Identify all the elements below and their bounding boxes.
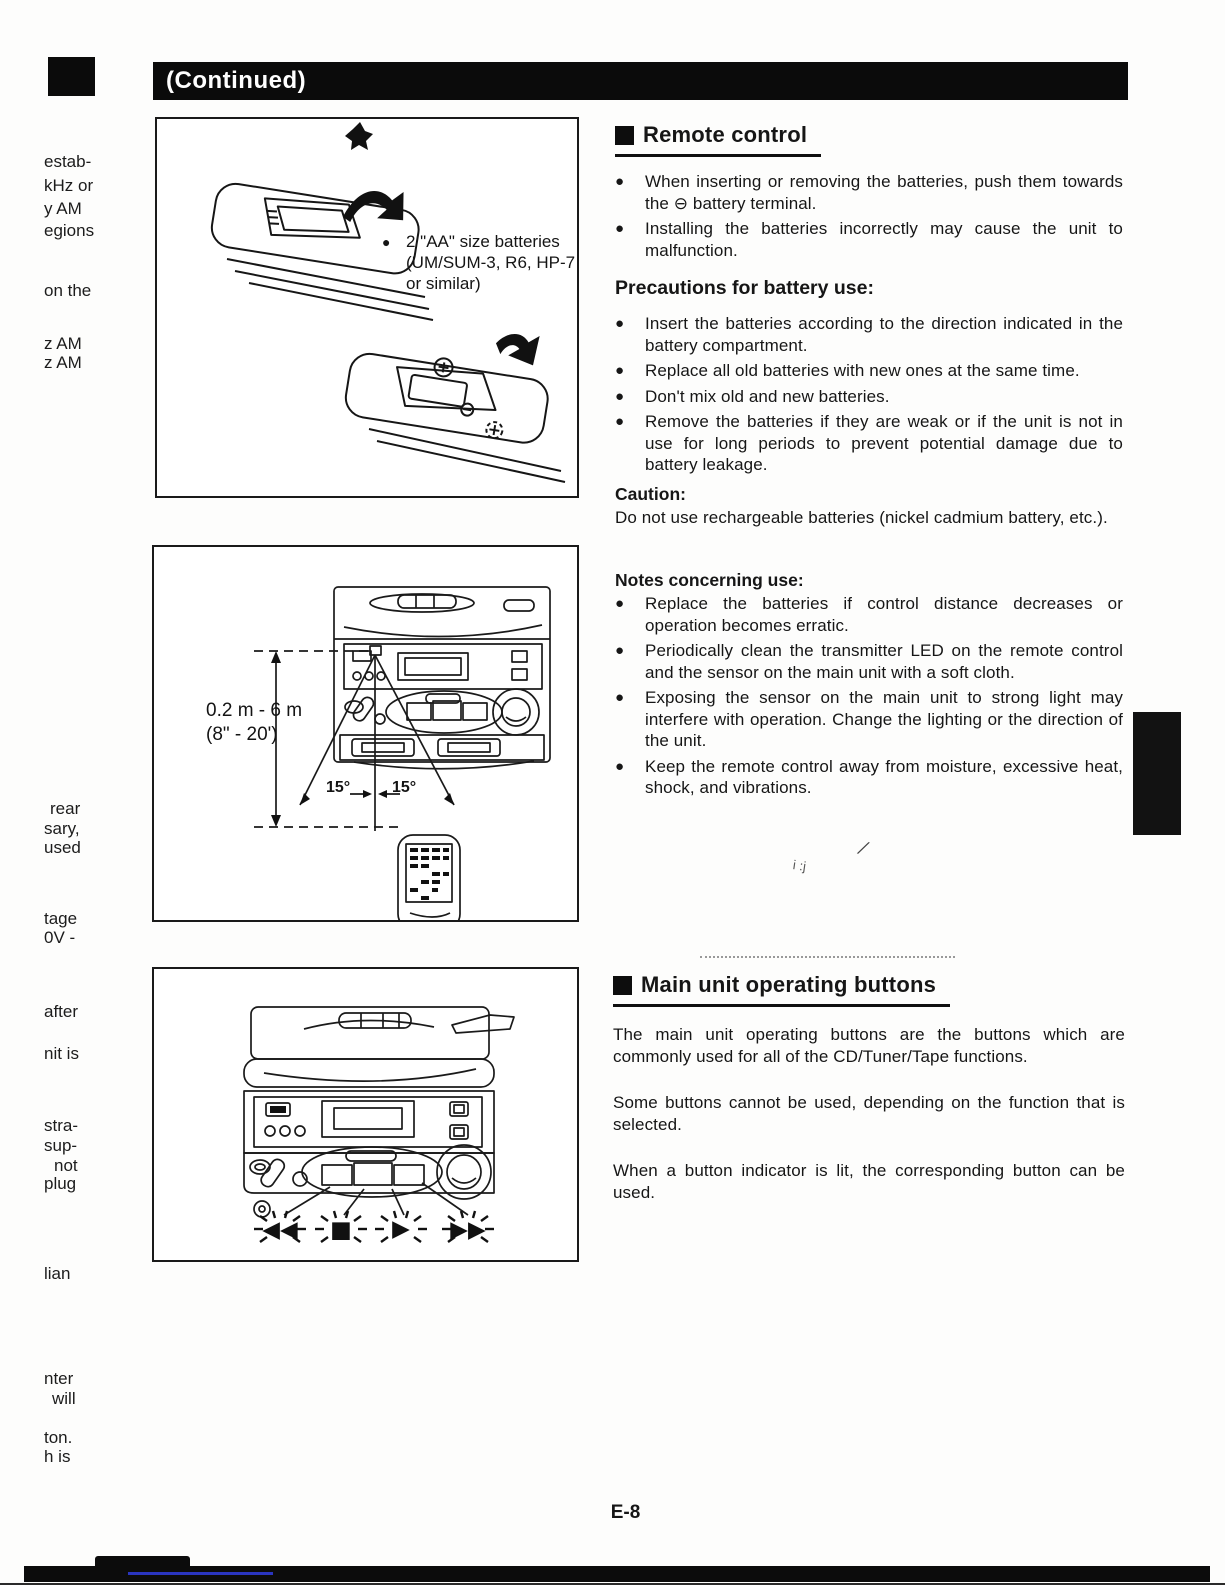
margin-fragment: after [44, 1002, 79, 1021]
print-registration-block [48, 57, 95, 96]
section-heading-remote-control [615, 122, 821, 157]
range-meters: 0.2 m - 6 m [206, 700, 303, 721]
list-item: ● Insert the batteries according to the direction indicated in the battery compartment. [615, 313, 1123, 356]
main-unit-section [613, 972, 1125, 1228]
list-item: ● Keep the remote control away from moisture, excessive heat, shock, and vibrations. [615, 756, 1123, 799]
main-unit-illustration [154, 969, 577, 1260]
list-item: ● Don't mix old and new batteries. [615, 386, 1123, 408]
list-item: ● Installing the batteries incorrectly may cause the unit to malfunction. [615, 218, 1123, 261]
main-unit-paragraph: Some buttons cannot be used, depending on the function that is selected. [613, 1093, 1125, 1134]
margin-fragment: on the [44, 281, 92, 300]
rewind-symbol: ◀◀ [262, 1217, 298, 1243]
precautions-heading: Precautions for battery use: [615, 277, 874, 299]
bullet-dot [615, 756, 645, 799]
bullet-dot [615, 687, 645, 752]
angle-left-label: 15° [326, 779, 351, 796]
scan-scratch-artifact: ∕ [859, 837, 869, 861]
battery-insertion-illustration [157, 119, 577, 496]
bullet-dot [615, 640, 645, 683]
list-item: ● Periodically clean the transmitter LED on the remote control and the sensor on the main unit with a soft cloth. [615, 640, 1123, 683]
notes-bullets [615, 593, 1123, 799]
page-number: E-8 [610, 1502, 641, 1523]
main-unit-paragraph: The main unit operating buttons are the buttons which are commonly used for all of the CD/Tuner/Tape functions. [613, 1025, 1125, 1066]
heading-square-icon [613, 976, 632, 995]
caution-heading: Caution: [615, 483, 686, 504]
remote-control-section [615, 122, 1123, 803]
margin-fragment: not [54, 1156, 78, 1175]
list-item: ● When inserting or removing the batteries, push them towards the ⊖ battery terminal. [615, 171, 1123, 214]
margin-fragment: rear [50, 799, 81, 818]
margin-fragment: 0V - [44, 928, 76, 947]
margin-fragment: y AM [44, 199, 82, 218]
margin-fragment: tage [44, 909, 78, 928]
list-item: ● Exposing the sensor on the main unit to strong light may interfere with operation. Change the lighting or the direction of the unit. [615, 687, 1123, 752]
margin-fragment: will [52, 1389, 76, 1408]
stop-symbol: ■ [330, 1217, 352, 1243]
angle-right-label: 15° [392, 779, 417, 796]
battery-label: 2 "AA" size batteries (UM/SUM-3, R6, HP-7 or similar) [406, 232, 576, 293]
margin-fragment: kHz or [44, 176, 94, 195]
bullet-dot [615, 313, 645, 356]
bullet-dot [615, 218, 645, 261]
figure-main-unit-buttons [152, 967, 579, 1262]
margin-fragment: plug [44, 1174, 77, 1193]
range-distance-label [206, 699, 302, 747]
margin-fragment: z AM [44, 353, 82, 372]
play-symbol: ▶ [392, 1216, 410, 1242]
margin-fragment: nter [44, 1369, 74, 1388]
section-title: Remote control [643, 122, 808, 147]
bullet-dot [615, 171, 645, 214]
bullet-dot [382, 231, 406, 294]
battery-figure-caption [382, 231, 578, 294]
bullet-dot [615, 360, 645, 382]
precautions-bullets [615, 313, 1123, 476]
list-item: ● Replace all old batteries with new ones at the same time. [615, 360, 1123, 382]
bullet-dot [615, 411, 645, 476]
bullet-dot [615, 386, 645, 408]
fast-forward-symbol: ▶▶ [450, 1217, 486, 1243]
section-heading-main-unit [613, 972, 950, 1007]
remote-control-bullets [615, 171, 1123, 261]
margin-fragment: nit is [44, 1044, 79, 1063]
margin-fragment: stra- [44, 1116, 78, 1135]
scan-dotted-artifact [700, 956, 955, 958]
bullet-dot [615, 593, 645, 636]
margin-fragment: used [44, 838, 81, 857]
main-unit-paragraph: When a button indicator is lit, the corresponding button can be used. [613, 1161, 1125, 1202]
notes-heading: Notes concerning use: [615, 570, 804, 590]
continued-label: (Continued) [166, 67, 307, 94]
scan-footer-blue-line [128, 1572, 273, 1575]
margin-fragment: egions [44, 221, 95, 240]
list-item: ● Remove the batteries if they are weak or if the unit is not in use for long periods to prevent potential damage due to battery leakage. [615, 411, 1123, 476]
caution-text: Do not use rechargeable batteries (nickel cadmium battery, etc.). [615, 507, 1108, 527]
margin-fragment: sary, [44, 819, 80, 838]
heading-square-icon [615, 126, 634, 145]
range-feet: (8" - 20') [206, 724, 278, 745]
figure-remote-range [152, 545, 579, 922]
margin-fragment: z AM [44, 334, 82, 353]
margin-fragment: estab- [44, 152, 92, 171]
figure-battery-insertion [155, 117, 579, 498]
list-item: ● Replace the batteries if control distance decreases or operation becomes erratic. [615, 593, 1123, 636]
margin-fragment: h is [44, 1447, 71, 1466]
scan-scratch-artifact: i :j [792, 857, 807, 874]
section-title: Main unit operating buttons [641, 972, 937, 997]
margin-fragment: ton. [44, 1428, 73, 1447]
continued-header-bar [153, 62, 1128, 100]
margin-fragment: sup- [44, 1136, 78, 1155]
section-index-tab [1133, 712, 1181, 835]
margin-fragment: lian [44, 1264, 71, 1283]
